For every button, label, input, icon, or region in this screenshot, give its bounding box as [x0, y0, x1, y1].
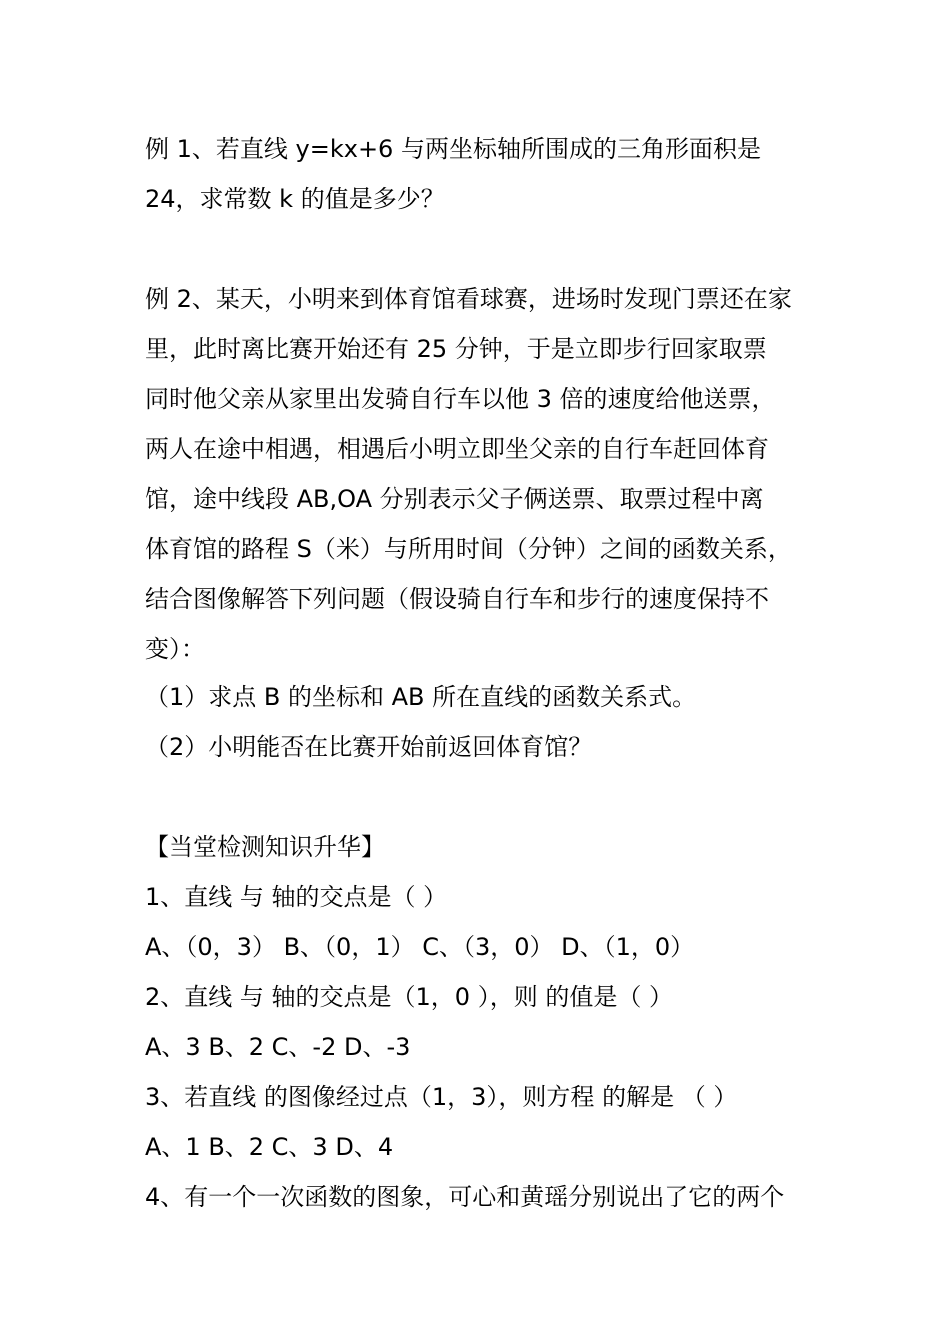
example2-line-7: 结合图像解答下列问题（假设骑自行车和步行的速度保持不: [145, 585, 769, 613]
section-title: 【当堂检测知识升华】: [145, 833, 385, 861]
example2-line-2: 里，此时离比赛开始还有 25 分钟，于是立即步行回家取票: [145, 335, 767, 363]
example2-line-3: 同时他父亲从家里出发骑自行车以他 3 倍的速度给他送票，: [145, 385, 776, 413]
example2-line-1: 例 2、某天，小明来到体育馆看球赛，进场时发现门票还在家: [145, 285, 792, 313]
example2-line-8: 变）：: [145, 635, 205, 663]
example2-line-4: 两人在途中相遇，相遇后小明立即坐父亲的自行车赶回体育: [145, 435, 769, 463]
exercise-2-stem: 2、直线 与 轴的交点是（1，0 ），则 的值是（ ）: [145, 983, 673, 1011]
example2-line-5: 馆，途中线段 AB,OA 分别表示父子俩送票、取票过程中离: [145, 485, 764, 513]
example2-question-1: （1）求点 B 的坐标和 AB 所在直线的函数关系式。: [145, 683, 697, 711]
example1-line-2: 24，求常数 k 的值是多少？: [145, 185, 445, 213]
exercise-3-options: A、1 B、2 C、3 D、4: [145, 1133, 394, 1161]
example2-line-6: 体育馆的路程 S（米）与所用时间（分钟）之间的函数关系，: [145, 535, 792, 563]
example2-question-2: （2）小明能否在比赛开始前返回体育馆？: [145, 733, 593, 761]
exercise-1-options: A、（0，3） B、（0，1） C、（3，0） D、（1，0）: [145, 933, 695, 961]
exercise-2-options: A、3 B、2 C、-2 D、-3: [145, 1033, 411, 1061]
example1-line-1: 例 1、若直线 y=kx+6 与两坐标轴所围成的三角形面积是: [145, 135, 761, 163]
exercise-1-stem: 1、直线 与 轴的交点是（ ）: [145, 883, 448, 911]
exercise-3-stem: 3、若直线 的图像经过点（1，3），则方程 的解是 （ ）: [145, 1083, 738, 1111]
exercise-4-stem: 4、有一个一次函数的图象，可心和黄瑶分别说出了它的两个: [145, 1183, 785, 1211]
